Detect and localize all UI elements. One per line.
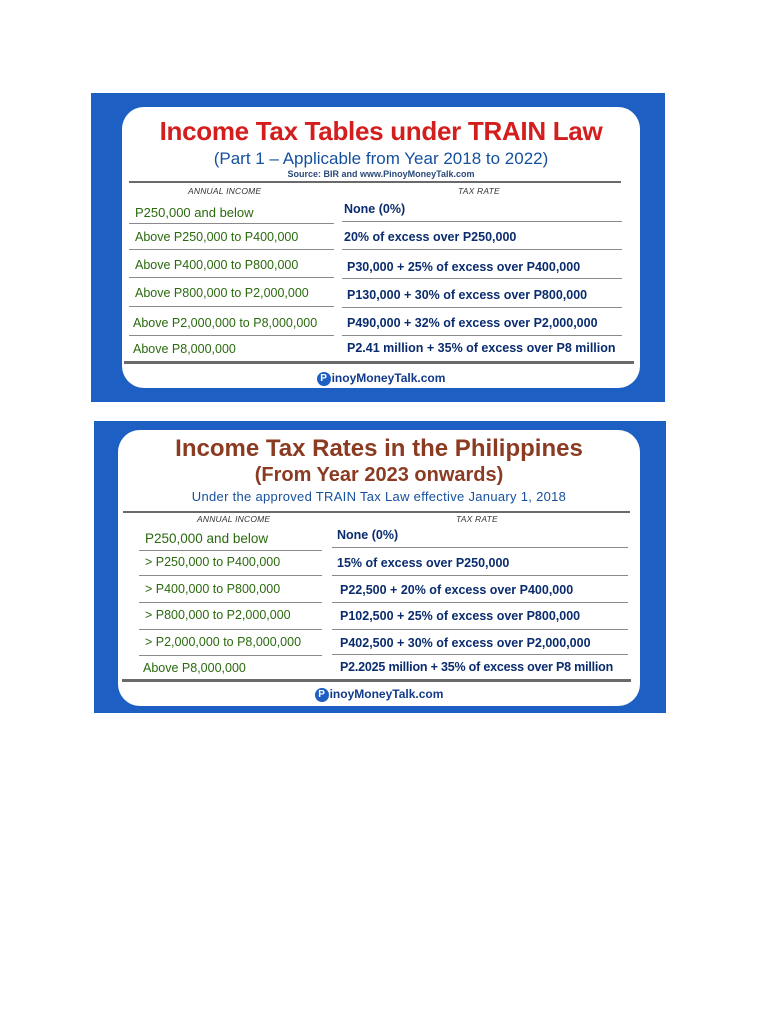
row-divider bbox=[342, 278, 622, 279]
income-bracket: Above P8,000,000 bbox=[143, 661, 246, 675]
row-divider bbox=[129, 277, 334, 278]
row-divider bbox=[342, 335, 622, 336]
tax-rate: 15% of excess over P250,000 bbox=[337, 556, 510, 570]
pinoymoneytalk-logo-icon: P bbox=[315, 688, 329, 702]
column-header-rate: TAX RATE bbox=[456, 514, 498, 524]
table-card bbox=[118, 430, 640, 706]
tax-table-2018-2022 bbox=[91, 93, 665, 402]
table-source: Source: BIR and www.PinoyMoneyTalk.com bbox=[287, 169, 475, 179]
row-divider bbox=[342, 221, 622, 222]
income-bracket: P250,000 and below bbox=[135, 205, 254, 220]
table-subtitle: (From Year 2023 onwards) bbox=[254, 464, 504, 486]
tax-rate: None (0%) bbox=[337, 528, 399, 542]
table-title: Income Tax Tables under TRAIN Law bbox=[159, 116, 603, 146]
column-header-income: ANNUAL INCOME bbox=[197, 514, 271, 524]
income-bracket: P250,000 and below bbox=[145, 531, 269, 546]
table-subtitle: (Part 1 – Applicable from Year 2018 to 2022) bbox=[213, 149, 549, 168]
column-header-income: ANNUAL INCOME bbox=[188, 186, 262, 196]
row-divider bbox=[129, 223, 334, 224]
brand-name: inoyMoneyTalk.com bbox=[331, 371, 446, 385]
tax-rate: P102,500 + 25% of excess over P800,000 bbox=[340, 609, 581, 623]
row-divider bbox=[332, 629, 628, 630]
row-divider bbox=[332, 602, 628, 603]
row-divider bbox=[139, 602, 322, 603]
header-divider bbox=[123, 511, 630, 513]
tax-rate: P2.41 million + 35% of excess over P8 million bbox=[347, 341, 616, 355]
tax-table-2023-onwards bbox=[94, 421, 666, 713]
header-divider bbox=[129, 181, 621, 183]
income-bracket: Above P800,000 to P2,000,000 bbox=[135, 286, 309, 300]
income-bracket: Above P400,000 to P800,000 bbox=[135, 258, 299, 272]
row-divider bbox=[342, 249, 622, 250]
tax-rate: P490,000 + 32% of excess over P2,000,000 bbox=[347, 316, 598, 330]
brand-name: inoyMoneyTalk.com bbox=[329, 687, 444, 701]
tax-rate: P130,000 + 30% of excess over P800,000 bbox=[347, 288, 588, 302]
row-divider bbox=[332, 575, 628, 576]
tax-rate: P402,500 + 30% of excess over P2,000,000 bbox=[340, 636, 591, 650]
row-divider bbox=[342, 307, 622, 308]
row-divider bbox=[332, 654, 628, 655]
tax-rate: P2.2025 million + 35% of excess over P8 million bbox=[340, 660, 614, 674]
brand-footer bbox=[122, 371, 640, 386]
income-bracket: > P800,000 to P2,000,000 bbox=[145, 608, 291, 622]
pinoymoneytalk-logo-icon: P bbox=[317, 372, 331, 386]
row-divider bbox=[139, 655, 322, 656]
row-divider bbox=[129, 335, 334, 336]
row-divider bbox=[129, 306, 334, 307]
row-divider bbox=[139, 575, 322, 576]
income-bracket: > P400,000 to P800,000 bbox=[145, 582, 281, 596]
income-bracket: > P250,000 to P400,000 bbox=[145, 555, 281, 569]
income-bracket: Above P250,000 to P400,000 bbox=[135, 230, 299, 244]
income-bracket: Above P8,000,000 bbox=[133, 342, 236, 356]
table-card bbox=[122, 107, 640, 388]
bottom-divider bbox=[124, 361, 634, 364]
row-divider bbox=[139, 629, 322, 630]
income-bracket: Above P2,000,000 to P8,000,000 bbox=[133, 316, 318, 330]
tax-rate: 20% of excess over P250,000 bbox=[344, 230, 517, 244]
table-title: Income Tax Rates in the Philippines bbox=[175, 435, 583, 462]
row-divider bbox=[332, 547, 628, 548]
row-divider bbox=[129, 249, 334, 250]
table-source: Under the approved TRAIN Tax Law effective January 1, 2018 bbox=[191, 489, 567, 504]
brand-footer bbox=[118, 687, 640, 702]
tax-rate: P22,500 + 20% of excess over P400,000 bbox=[340, 583, 574, 597]
column-header-rate: TAX RATE bbox=[458, 186, 500, 196]
tax-rate: None (0%) bbox=[344, 202, 406, 216]
tax-rate: P30,000 + 25% of excess over P400,000 bbox=[347, 260, 581, 274]
row-divider bbox=[139, 550, 322, 551]
income-bracket: > P2,000,000 to P8,000,000 bbox=[145, 635, 302, 649]
bottom-divider bbox=[122, 679, 631, 682]
